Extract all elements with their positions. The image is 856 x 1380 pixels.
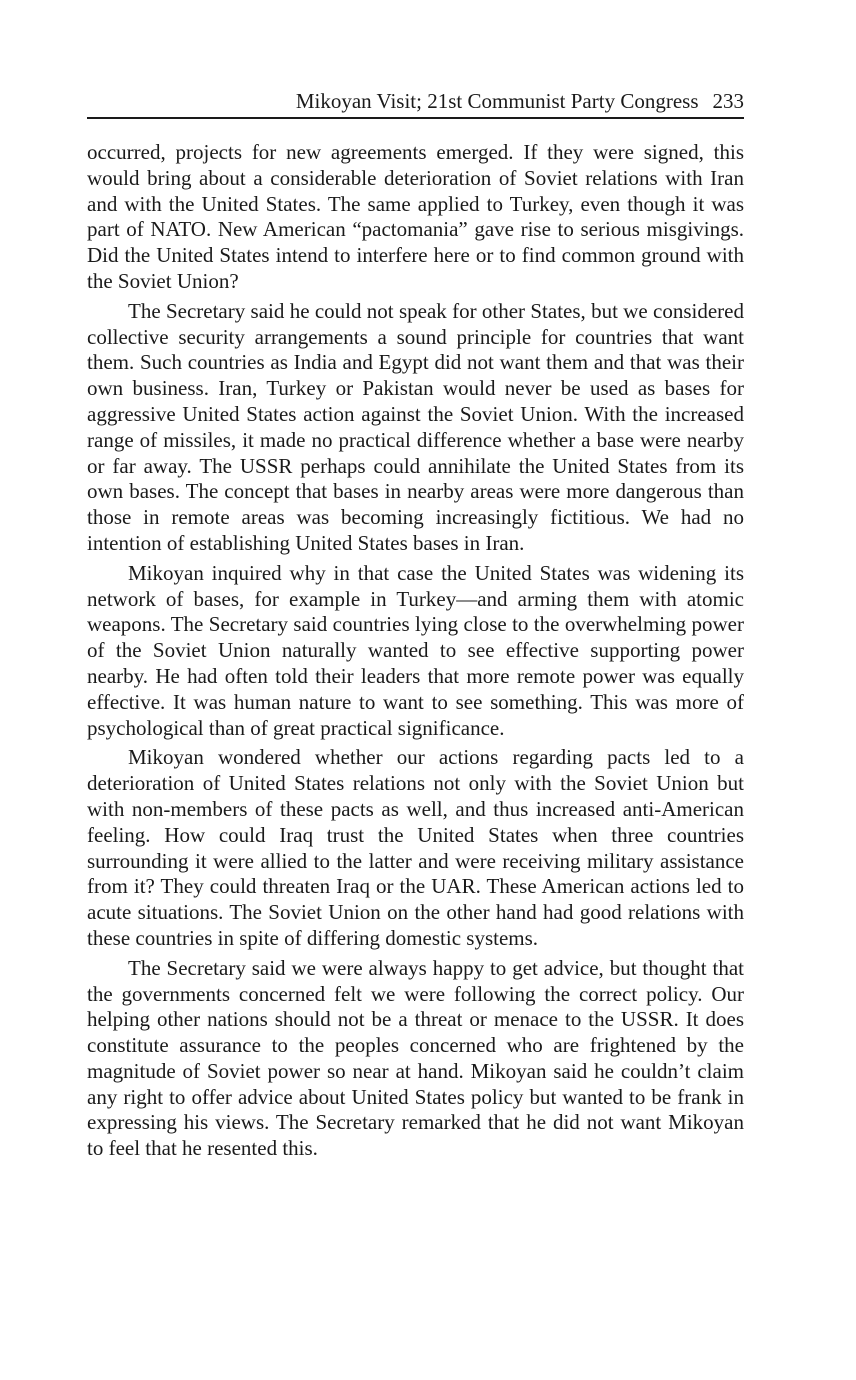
running-header (87, 87, 744, 119)
paragraph-continued: occurred, projects for new agreements emerged. If they were signed, this would bring about a considerable deterioration of Soviet relations with Iran and with the United States. The same applied to Turkey, even though it was part of NATO. New American “pactomania” gave rise to serious misgivings. Did the United States intend to interfere here or to find common ground with the Soviet Union? (87, 140, 744, 293)
page-number: 233 (712, 89, 744, 113)
paragraph: The Secretary said we were always happy to get advice, but thought that the governments concerned felt we were following the correct policy. Our helping other nations should not be a threat or menace to the USSR. It does constitute assurance to the peoples concerned who are frightened by the magnitude of Soviet power so near at hand. Mikoyan said he couldn’t claim any right to offer advice about United States policy but wanted to be frank in expressing his views. The Secretary remarked that he did not want Mikoyan to feel that he resented this. (87, 955, 744, 1161)
paragraph: Mikoyan inquired why in that case the United States was widening its network of bases, for example in Turkey—and arming them with atomic weapons. The Secretary said countries lying close to the overwhelming power of the Soviet Union naturally wanted to see effective supporting power nearby. He had often told their leaders that more remote power was equally effective. It was human nature to want to see something. This was more of psychological than of great practical significance. (87, 560, 744, 740)
paragraph: Mikoyan wondered whether our actions regarding pacts led to a deterioration of United States relations not only with the Soviet Union but with non-members of these pacts as well, and thus increased anti-American feeling. How could Iraq trust the United States when three countries surrounding it were allied to the latter and were receiving military assistance from it? They could threaten Iraq or the UAR. These American actions led to acute situations. The Soviet Union on the other hand had good relations with these countries in spite of differing domestic systems. (87, 745, 744, 950)
body-text (87, 140, 744, 1166)
header-title: Mikoyan Visit; 21st Communist Party Congress (295, 89, 699, 113)
paragraph: The Secretary said he could not speak for other States, but we considered collective security arrangements a sound principle for countries that want them. Such countries as India and Egypt did not want them and that was their own business. Iran, Turkey or Pakistan would never be used as bases for aggressive United States action against the Soviet Union. With the increased range of missiles, it made no practical difference whether a base were nearby or far away. The USSR perhaps could annihilate the United States from its own bases. The concept that bases in nearby areas were more dangerous than those in remote areas was becoming increasingly fictitious. We had no intention of establishing United States bases in Iran. (87, 298, 744, 555)
